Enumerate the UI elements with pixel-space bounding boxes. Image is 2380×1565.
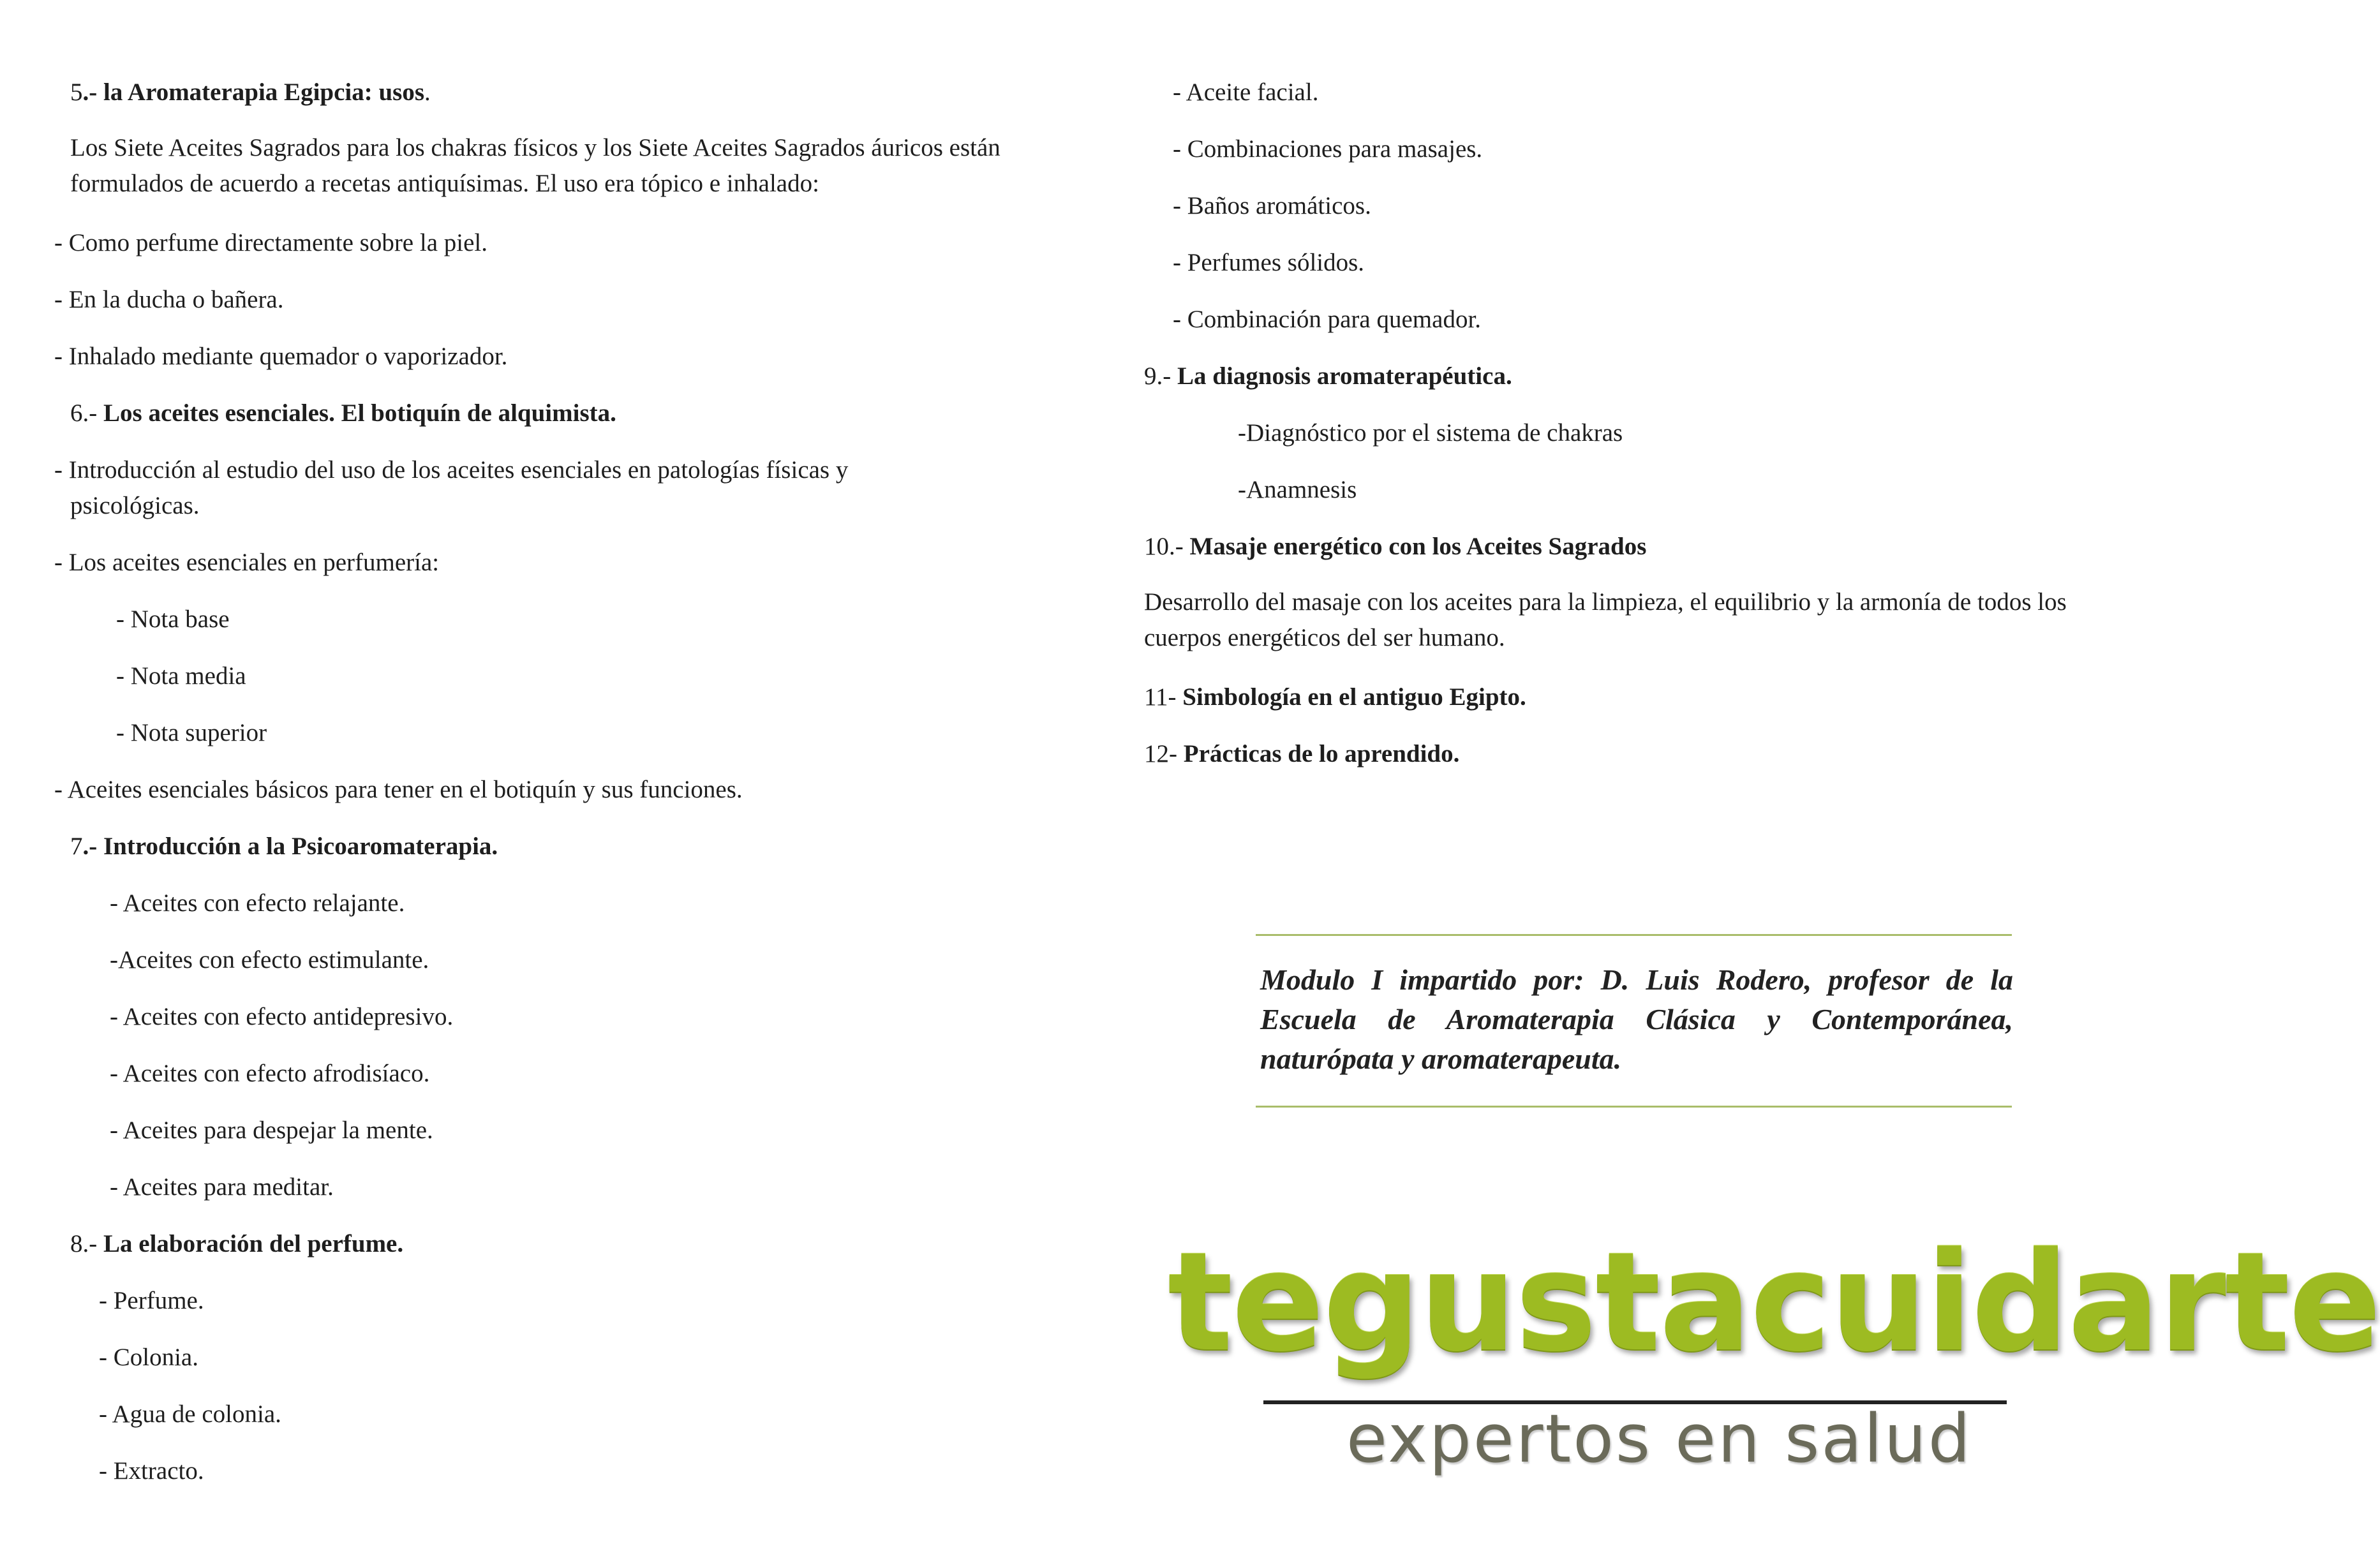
credit-bottom-rule — [1256, 1106, 2012, 1108]
sub-list-item: - Combinación para quemador. — [1173, 306, 1482, 333]
list-item: - Los aceites esenciales en perfumería: — [54, 549, 440, 576]
sub-list-item: - Baños aromáticos. — [1173, 192, 1371, 219]
section-number: 6.- — [70, 399, 103, 427]
section-tail: . — [424, 78, 431, 106]
sub-list-item: -Aceites con efecto estimulante. — [110, 946, 429, 974]
instructor-credit: Modulo I impartido por: D. Luis Rodero, profesor de la Escuela de Aromaterapia Clásica y Contemporánea, naturópata y aromaterapeuta. — [1260, 963, 2013, 1075]
section-5-paragraph: Los Siete Aceites Sagrados para los chakras físicos y los Siete Aceites Sagrados áuricos están formulados de acuerdo a recetas antiquísimas. El uso era tópico e inhalado: — [70, 134, 1000, 197]
section-title: Los aceites esenciales. El botiquín de alquimista. — [103, 399, 616, 427]
sub-list-item: - Combinaciones para masajes. — [1173, 135, 1483, 163]
section-12-heading — [1144, 737, 1459, 772]
section-number: 8.- — [70, 1230, 103, 1257]
section-number: 10.- — [1144, 533, 1190, 560]
section-title: Masaje energético con los Aceites Sagrados — [1189, 533, 1647, 560]
section-number: 9.- — [1144, 362, 1177, 390]
section-number: 5 — [70, 78, 83, 106]
sub-list-item: - Perfume. — [99, 1287, 204, 1314]
section-5-heading — [70, 75, 431, 110]
list-item: - En la ducha o bañera. — [54, 286, 284, 313]
section-8-heading — [70, 1227, 403, 1262]
section-10-paragraph: Desarrollo del masaje con los aceites para la limpieza, el equilibrio y la armonía de todos los cuerpos energéticos del ser humano. — [1144, 588, 2067, 651]
sub-list-item: - Aceites para despejar la mente. — [110, 1116, 433, 1144]
logo-wordmark: tegustacuidarte — [1168, 1223, 2380, 1382]
section-9-heading — [1144, 359, 1512, 394]
sub-list-item: - Nota media — [116, 662, 246, 690]
sub-list-item: - Aceite facial. — [1173, 78, 1319, 106]
sub-list-item: - Extracto. — [99, 1457, 204, 1485]
section-10-heading — [1144, 530, 1646, 565]
list-item: - Inhalado mediante quemador o vaporizador. — [54, 343, 508, 370]
sub-list-item: - Aceites con efecto antidepresivo. — [110, 1003, 454, 1030]
list-item: - Aceites esenciales básicos para tener en el botiquín y sus funciones. — [54, 776, 743, 803]
section-number: 12- — [1144, 740, 1184, 768]
sub-list-item: - Perfumes sólidos. — [1173, 249, 1365, 276]
sub-list-item: - Agua de colonia. — [99, 1400, 281, 1428]
sub-list-item: - Aceites para meditar. — [110, 1173, 334, 1201]
section-6-heading — [70, 396, 616, 431]
list-item: - Como perfume directamente sobre la piel. — [54, 229, 487, 256]
section-title: Simbología en el antiguo Egipto. — [1182, 683, 1526, 711]
sub-list-item: - Colonia. — [99, 1344, 198, 1371]
sub-list-item: -Diagnóstico por el sistema de chakras — [1238, 419, 1623, 447]
section-11-heading — [1144, 680, 1526, 715]
section-7-heading — [70, 829, 498, 864]
credit-top-rule — [1256, 934, 2012, 936]
logo-tagline: expertos en salud — [1346, 1400, 1972, 1478]
section-title: .- Introducción a la Psicoaromaterapia. — [82, 833, 498, 860]
list-item: - Introducción al estudio del uso de los aceites esenciales en patologías físicas y — [54, 456, 849, 484]
sub-list-item: - Aceites con efecto relajante. — [110, 889, 405, 917]
section-title: Prácticas de lo aprendido. — [1183, 740, 1460, 768]
sub-list-item: -Anamnesis — [1238, 476, 1357, 503]
sub-list-item: - Nota superior — [116, 719, 267, 746]
section-number: 7 — [70, 833, 83, 860]
section-number: 11- — [1144, 683, 1183, 711]
list-item-continuation: psicológicas. — [70, 492, 200, 519]
section-title: La diagnosis aromaterapéutica. — [1177, 362, 1512, 390]
sub-list-item: - Aceites con efecto afrodisíaco. — [110, 1060, 430, 1087]
section-title: .- la Aromaterapia Egipcia: usos — [82, 78, 425, 106]
sub-list-item: - Nota base — [116, 605, 230, 633]
section-title: La elaboración del perfume. — [103, 1230, 404, 1257]
